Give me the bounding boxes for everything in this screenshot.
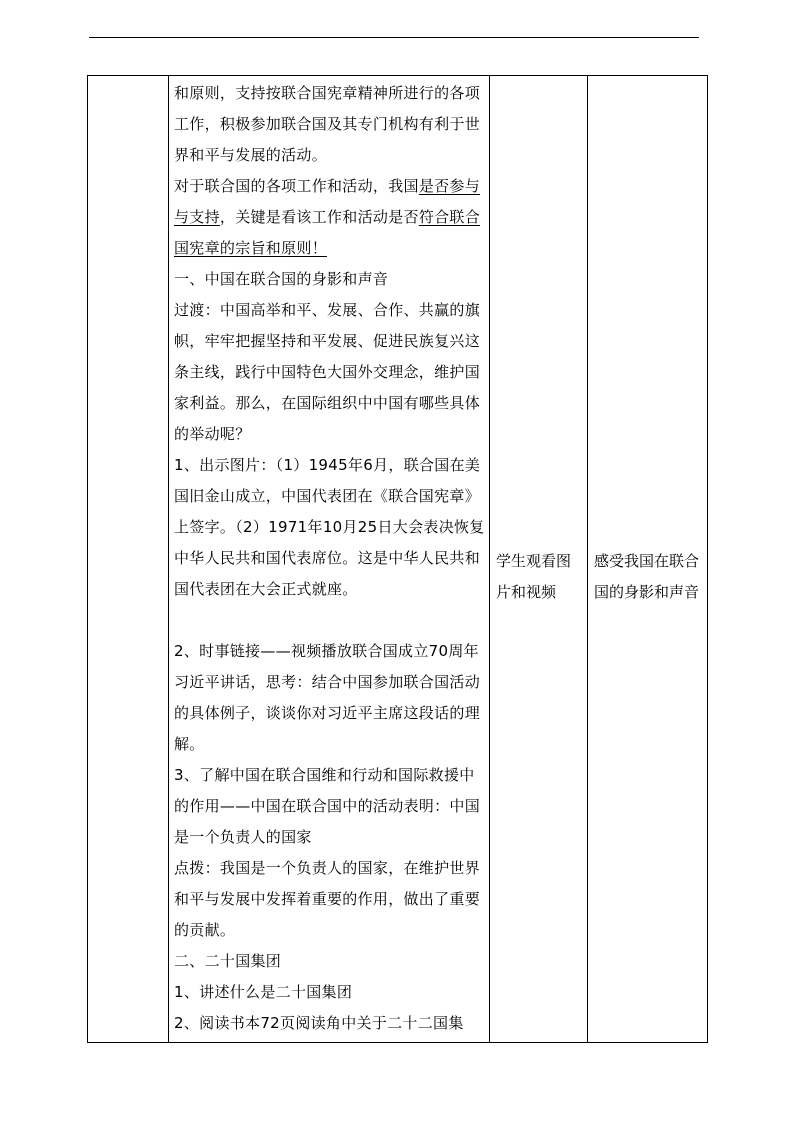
blank-line xyxy=(174,605,485,636)
content-paragraph-8: 1、讲述什么是二十国集团 xyxy=(174,983,353,1001)
content-paragraph-7: 点拨：我国是一个负责人的国家，在维护世界和平与发展中发挥着重要的作用，做出了重要的贡献。 xyxy=(174,859,481,939)
content-paragraph-6: 3、了解中国在联合国维和行动和国际救援中的作用——中国在联合国中的活动表明：中国是一个负责人的国家 xyxy=(174,766,481,846)
stage-cell xyxy=(88,76,169,1043)
content-paragraph-5: 2、时事链接——视频播放联合国成立70周年习近平讲话，思考：结合中国参加联合国活动的具体例子，谈谈你对习近平主席这段话的理解。 xyxy=(174,642,481,753)
lesson-plan-table xyxy=(87,75,708,1043)
table-row xyxy=(88,76,708,1043)
content-paragraph-1: 和原则，支持按联合国宪章精神所进行的各项工作，积极参加联合国及其专门机构有利于世界和平与发展的活动。 xyxy=(174,84,481,164)
content-paragraph-9: 2、阅读书本72页阅读角中关于二十二国集 xyxy=(174,1014,464,1032)
content-p2-part-c: ，关键是看该工作和活动是否 xyxy=(219,208,419,226)
teaching-content xyxy=(169,76,489,1039)
section-heading-2: 二、二十国集团 xyxy=(174,952,282,970)
content-p2-part-a: 对于联合国的各项工作和活动，我国 xyxy=(174,177,419,195)
header-rule xyxy=(89,37,699,38)
underlined-participate-support: 是否参与与支持 xyxy=(174,177,481,226)
design-intent-text: 感受我国在联合国的身影和声音 xyxy=(594,552,700,601)
student-activity-text: 学生观看图片和视频 xyxy=(496,552,572,601)
content-paragraph-2 xyxy=(174,171,485,264)
student-activity-cell xyxy=(490,76,588,1043)
design-intent-cell xyxy=(588,76,708,1043)
underlined-charter-principles: 符合联合国宪章的宗旨和原则！ xyxy=(174,208,481,257)
content-paragraph-3: 过渡：中国高举和平、发展、合作、共赢的旗帜，牢牢把握坚持和平发展、促进民族复兴这条主线，践行中国特色大国外交理念，维护国家利益。那么，在国际组织中中国有哪些具体的举动呢？ xyxy=(174,301,481,443)
content-paragraph-4: 1、出示图片：（1）1945年6月，联合国在美国旧金山成立，中国代表团在《联合国宪章》上签字。（2）1971年10月25日大会表决恢复中华人民共和国代表席位。这是中华人民共和国代表团在大会正式就座。 xyxy=(174,456,485,598)
teaching-content-cell xyxy=(169,76,490,1043)
section-heading-1: 一、中国在联合国的身影和声音 xyxy=(174,270,389,288)
